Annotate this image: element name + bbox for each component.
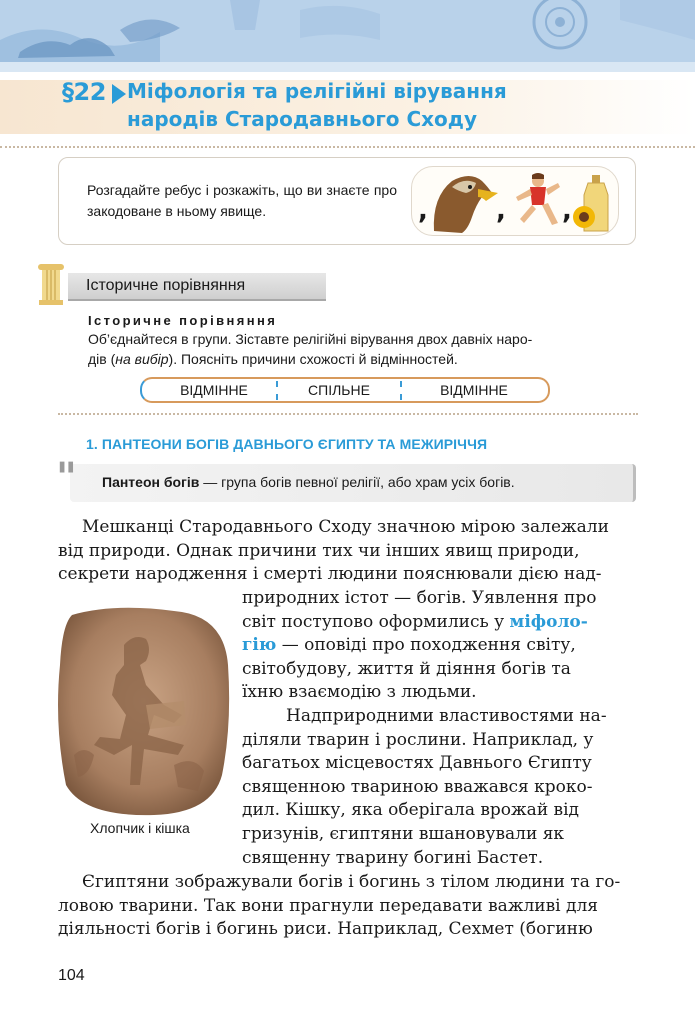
rebus-box — [58, 157, 636, 245]
svg-text:,: , — [562, 196, 572, 226]
chapter-number: §22 — [62, 78, 106, 106]
comparison-column-common: СПІЛЬНЕ — [308, 382, 370, 398]
text-line: секрети народження і смерті людини пояснювали дією над- — [58, 564, 602, 585]
historical-comparison-tab-label: Історичне порівняння — [86, 277, 246, 294]
task-italic-text: на вибір — [115, 351, 169, 367]
svg-text:,: , — [496, 196, 506, 226]
text-line — [242, 611, 638, 635]
definition-text — [102, 474, 515, 490]
running-boy-icon — [516, 173, 560, 225]
text-line: ловою тварини. Так вони прагнули передавати важливі для — [58, 895, 598, 916]
mythology-link[interactable]: міфоло- — [509, 611, 588, 632]
boy-and-cat-relief-image — [54, 605, 232, 818]
chapter-title — [127, 77, 507, 133]
sunflower-oil-icon — [573, 175, 608, 231]
ionic-column-icon — [36, 262, 66, 306]
ancient-frieze-decoration — [0, 0, 695, 62]
text-span: світ поступово оформились у — [242, 611, 510, 632]
section-heading: 1. ПАНТЕОНИ БОГІВ ДАВНЬОГО ЄГИПТУ ТА МЕЖИРІЧЧЯ — [86, 436, 488, 452]
body-paragraph-3 — [58, 871, 638, 942]
rebus-text: Розгадайте ребус і розкажіть, що ви знаєте про закодоване в ньому явище. — [87, 182, 397, 219]
svg-text:,: , — [418, 196, 428, 226]
text-line: діляли тварин і рослини. Наприклад, у — [242, 729, 594, 750]
mythology-link-continued[interactable]: гію — [242, 635, 277, 656]
text-line: природних істот — богів. Уявлення про — [242, 588, 597, 608]
historical-comparison-task-line-1: Об’єднайтеся в групи. Зіставте релігійні вірування двох давніх наро- — [88, 331, 533, 347]
comparison-column-different-left: ВІДМІННЕ — [180, 382, 248, 398]
definition-description: — група богів певної релігії, або храм усіх богів. — [199, 474, 515, 490]
historical-comparison-task-line-2 — [88, 349, 458, 369]
divider — [0, 146, 695, 148]
historical-comparison-tab — [68, 273, 326, 301]
text-line: гризунів, єгиптяни вшановували як — [242, 823, 565, 844]
text-line: Єгиптяни зображували богів і богинь з тілом людини та го- — [82, 872, 621, 892]
figure-caption: Хлопчик і кішка — [90, 820, 190, 836]
definition-term: Пантеон богів — [102, 474, 200, 490]
chapter-title-line-1: Міфологія та релігійні вірування — [127, 79, 507, 103]
text-line: дил. Кішку, яка оберігала врожай від — [242, 800, 580, 821]
banner-stripe — [0, 62, 695, 72]
text-line: їхню взаємодію з людьми. — [242, 682, 477, 703]
text-line: світобудову, життя й діяння богів та — [242, 658, 571, 679]
text-line: Надприродними властивостями на- — [286, 705, 607, 726]
comparison-separator — [400, 381, 402, 400]
task-text: ). Поясніть причини схожості й відмінностей. — [168, 351, 458, 367]
comparison-bar — [140, 377, 550, 403]
comparison-separator — [276, 381, 278, 400]
text-line: священною твариною вважався кроко- — [242, 776, 593, 797]
rebus-picture — [411, 166, 619, 236]
text-line: священну тварину богині Бастет. — [242, 847, 544, 868]
top-decorative-banner — [0, 0, 695, 62]
body-paragraph-1 — [58, 516, 638, 587]
chapter-arrow-icon — [112, 84, 126, 104]
quote-mark-icon: " — [56, 454, 77, 501]
historical-comparison-heading: Історичне порівняння — [88, 313, 278, 328]
text-span: — оповіді про походження світу, — [276, 635, 576, 656]
text-line: від природи. Однак причини тих чи інших явищ природи, — [58, 540, 580, 561]
chapter-header — [0, 72, 695, 138]
text-line: багатьох місцевостях Давнього Єгипту — [242, 753, 592, 774]
text-line: діяльності богів і богинь риси. Наприклад, Сехмет (богиню — [58, 919, 593, 940]
task-text: дів ( — [88, 351, 116, 367]
text-line — [242, 634, 638, 658]
divider — [58, 413, 638, 415]
body-paragraph-1-continued — [242, 587, 638, 870]
comparison-column-different-right: ВІДМІННЕ — [440, 382, 508, 398]
page-number: 104 — [58, 967, 85, 984]
chapter-title-line-2: народів Стародавнього Сходу — [127, 107, 477, 131]
definition-box — [70, 464, 636, 502]
text-line: Мешканці Стародавнього Сходу значною мірою залежали — [82, 517, 609, 537]
eagle-icon — [434, 176, 498, 233]
